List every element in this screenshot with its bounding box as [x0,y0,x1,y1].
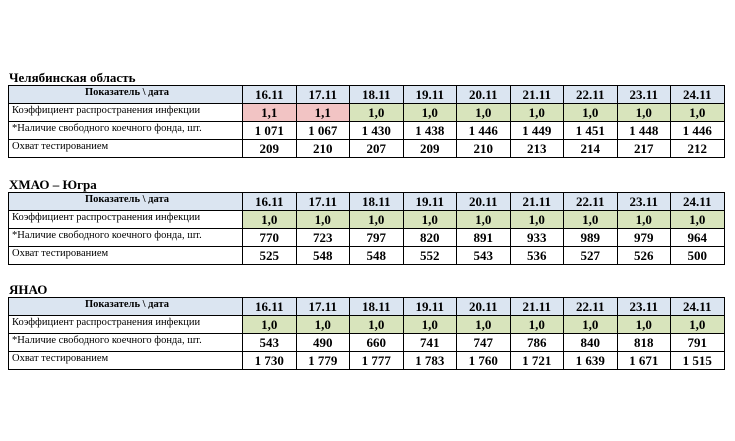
row-label-cell: *Наличие свободного коечного фонда, шт. [9,334,243,352]
value-cell: 1 067 [296,122,350,140]
value-cell: 536 [510,247,564,265]
value-cell: 770 [243,229,297,247]
value-cell: 214 [564,140,618,158]
date-header-cell: 17.11 [296,298,350,316]
value-cell: 527 [564,247,618,265]
value-cell: 210 [457,140,511,158]
value-cell: 1,0 [564,104,618,122]
value-cell: 552 [403,247,457,265]
date-header-cell: 19.11 [403,193,457,211]
value-cell: 1,0 [510,211,564,229]
header-label-cell: Показатель \ дата [9,193,243,211]
value-cell: 548 [350,247,404,265]
value-cell: 1,0 [403,316,457,334]
value-cell: 548 [296,247,350,265]
value-cell: 791 [671,334,725,352]
date-header-cell: 24.11 [671,193,725,211]
value-cell: 207 [350,140,404,158]
value-cell: 891 [457,229,511,247]
value-cell: 212 [671,140,725,158]
value-cell: 989 [564,229,618,247]
row-label-cell: Охват тестированием [9,140,243,158]
value-cell: 1,0 [457,316,511,334]
date-header-cell: 21.11 [510,298,564,316]
date-header-cell: 24.11 [671,86,725,104]
value-cell: 1,1 [243,104,297,122]
date-header-cell: 24.11 [671,298,725,316]
value-cell: 1,0 [617,316,671,334]
value-cell: 979 [617,229,671,247]
region-table [8,297,725,370]
date-header-cell: 23.11 [617,298,671,316]
value-cell: 964 [671,229,725,247]
value-cell: 741 [403,334,457,352]
value-cell: 1,0 [510,104,564,122]
date-header-cell: 21.11 [510,193,564,211]
date-header-cell: 20.11 [457,298,511,316]
value-cell: 786 [510,334,564,352]
value-cell: 1,0 [243,211,297,229]
beds-row [9,229,725,247]
value-cell: 210 [296,140,350,158]
value-cell: 660 [350,334,404,352]
value-cell: 217 [617,140,671,158]
value-cell: 1 730 [243,352,297,370]
value-cell: 526 [617,247,671,265]
date-header-cell: 20.11 [457,86,511,104]
date-header-cell: 23.11 [617,86,671,104]
value-cell: 1,0 [671,211,725,229]
coef-row [9,316,725,334]
value-cell: 1,0 [243,316,297,334]
value-cell: 1,0 [403,104,457,122]
date-header-cell: 22.11 [564,298,618,316]
region-block-khmao [8,177,725,265]
date-header-cell: 16.11 [243,193,297,211]
header-row [9,298,725,316]
date-header-cell: 18.11 [350,86,404,104]
region-table [8,192,725,265]
region-title: ЯНАО [9,282,48,297]
value-cell: 1,0 [350,104,404,122]
row-label-cell: *Наличие свободного коечного фонда, шт. [9,122,243,140]
header-row [9,86,725,104]
date-header-cell: 18.11 [350,298,404,316]
date-header-cell: 19.11 [403,298,457,316]
value-cell: 490 [296,334,350,352]
value-cell: 1,0 [564,211,618,229]
region-table [8,85,725,158]
testing-row [9,247,725,265]
date-header-cell: 22.11 [564,86,618,104]
header-row [9,193,725,211]
value-cell: 500 [671,247,725,265]
value-cell: 1,0 [671,316,725,334]
value-cell: 1,0 [457,104,511,122]
header-label-cell: Показатель \ дата [9,86,243,104]
testing-row [9,352,725,370]
value-cell: 1 071 [243,122,297,140]
value-cell: 525 [243,247,297,265]
value-cell: 1 448 [617,122,671,140]
value-cell: 1,0 [617,211,671,229]
beds-row [9,122,725,140]
value-cell: 1,0 [403,211,457,229]
value-cell: 213 [510,140,564,158]
region-block-yanao [8,282,725,370]
value-cell: 1,0 [671,104,725,122]
value-cell: 1,0 [617,104,671,122]
row-label-cell: Коэффициент распространения инфекции [9,104,243,122]
value-cell: 209 [403,140,457,158]
value-cell: 818 [617,334,671,352]
value-cell: 1,0 [564,316,618,334]
date-header-cell: 17.11 [296,193,350,211]
value-cell: 840 [564,334,618,352]
date-header-cell: 20.11 [457,193,511,211]
value-cell: 543 [457,247,511,265]
header-label-cell: Показатель \ дата [9,298,243,316]
date-header-cell: 17.11 [296,86,350,104]
value-cell: 1 777 [350,352,404,370]
row-label-cell: Коэффициент распространения инфекции [9,211,243,229]
coef-row [9,211,725,229]
value-cell: 1 515 [671,352,725,370]
value-cell: 1 779 [296,352,350,370]
region-title: ХМАО – Югра [9,177,97,192]
value-cell: 1 671 [617,352,671,370]
value-cell: 1,0 [296,316,350,334]
value-cell: 797 [350,229,404,247]
value-cell: 723 [296,229,350,247]
value-cell: 1 430 [350,122,404,140]
date-header-cell: 16.11 [243,86,297,104]
value-cell: 1 446 [457,122,511,140]
date-header-cell: 18.11 [350,193,404,211]
row-label-cell: Коэффициент распространения инфекции [9,316,243,334]
value-cell: 820 [403,229,457,247]
date-header-cell: 21.11 [510,86,564,104]
row-label-cell: Охват тестированием [9,247,243,265]
date-header-cell: 23.11 [617,193,671,211]
row-label-cell: *Наличие свободного коечного фонда, шт. [9,229,243,247]
date-header-cell: 22.11 [564,193,618,211]
value-cell: 1 451 [564,122,618,140]
value-cell: 209 [243,140,297,158]
region-title: Челябинская область [9,70,136,85]
value-cell: 1,1 [296,104,350,122]
value-cell: 1,0 [510,316,564,334]
value-cell: 1 721 [510,352,564,370]
value-cell: 1,0 [296,211,350,229]
value-cell: 1,0 [457,211,511,229]
value-cell: 747 [457,334,511,352]
value-cell: 1,0 [350,316,404,334]
value-cell: 543 [243,334,297,352]
region-block-chelyabinsk [8,70,725,158]
date-header-cell: 19.11 [403,86,457,104]
value-cell: 933 [510,229,564,247]
beds-row [9,334,725,352]
value-cell: 1 760 [457,352,511,370]
value-cell: 1 438 [403,122,457,140]
value-cell: 1 446 [671,122,725,140]
coef-row [9,104,725,122]
date-header-cell: 16.11 [243,298,297,316]
value-cell: 1 449 [510,122,564,140]
row-label-cell: Охват тестированием [9,352,243,370]
value-cell: 1 639 [564,352,618,370]
testing-row [9,140,725,158]
value-cell: 1,0 [350,211,404,229]
value-cell: 1 783 [403,352,457,370]
